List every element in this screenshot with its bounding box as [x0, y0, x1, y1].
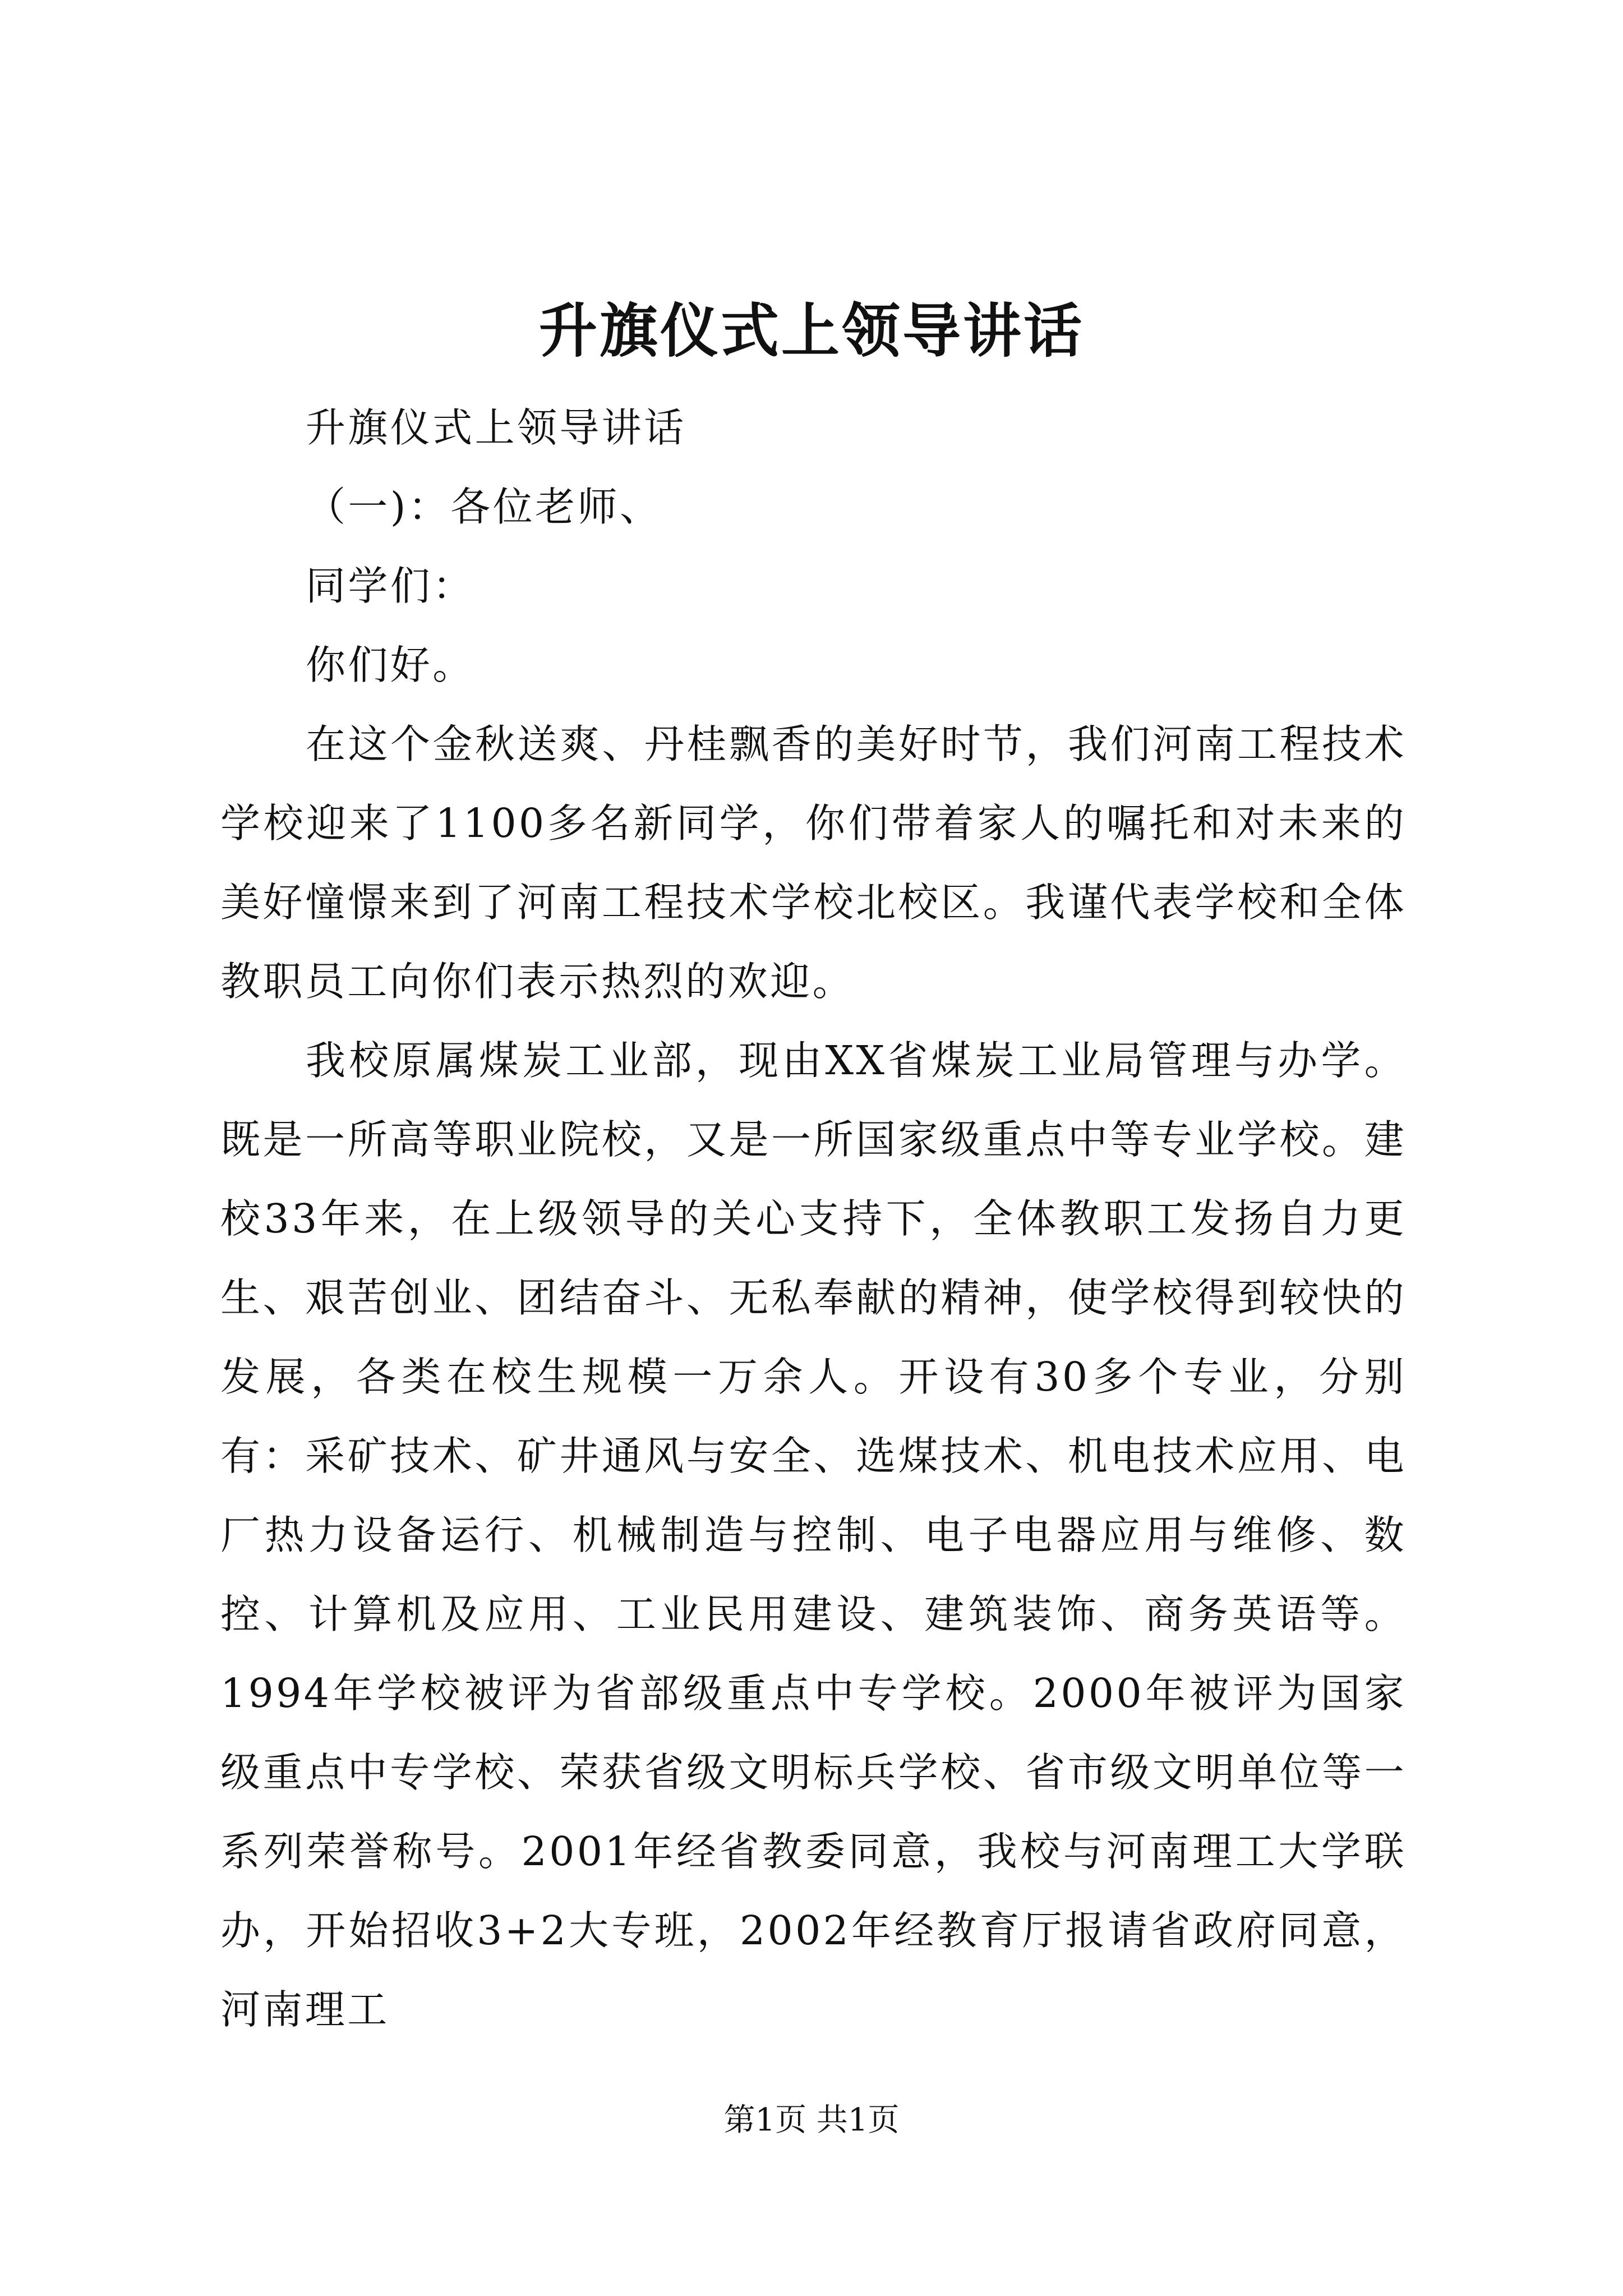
paragraph-subtitle: 升旗仪式上领导讲话: [306, 404, 686, 451]
page-number-label: 第1页 共1页: [723, 2102, 900, 2138]
paragraph-school-history: 我校原属煤炭工业部，现由XX省煤炭工业局管理与办学。既是一所高等职业院校，又是一所国家级重点中等专业学校。建校33年来，在上级领导的关心支持下，全体教职工发扬自力更生、艰苦创业、团结奋斗、无私奉献的精神，使学校得到较快的发展，各类在校生规模一万余人。开设有30多个专业，分别有：采矿技术、矿井通风与安全、选煤技术、机电技术应用、电厂热力设备运行、机械制造与控制、电子电器应用与维修、数控、计算机及应用、工业民用建设、建筑装饰、商务英语等。1994年学校被评为省部级重点中专学校。2000年被评为国家级重点中专学校、荣获省级文明标兵学校、省市级文明单位等一系列荣誉称号。2001年经省教委同意，我校与河南理工大学联办，开始招收3+2大专班，2002年经教育厅报请省政府同意，河南理工: [220, 1037, 1407, 2033]
document-body: [220, 388, 1407, 2049]
page-footer: [0, 2098, 1623, 2143]
document-title: 升旗仪式上领导讲话: [538, 296, 1084, 365]
paragraph-salutation-1: （一)：各位老师、: [306, 484, 662, 530]
paragraph-salutation-2: 同学们：: [306, 563, 475, 609]
paragraph-greeting: 你们好。: [306, 642, 475, 688]
paragraph-welcome: 在这个金秋送爽、丹桂飘香的美好时节，我们河南工程技术学校迎来了1100多名新同学，你们带着家人的嘱托和对未来的美好憧憬来到了河南工程技术学校北校区。我谨代表学校和全体教职员工向你们表示热烈的欢迎。: [220, 721, 1407, 1005]
